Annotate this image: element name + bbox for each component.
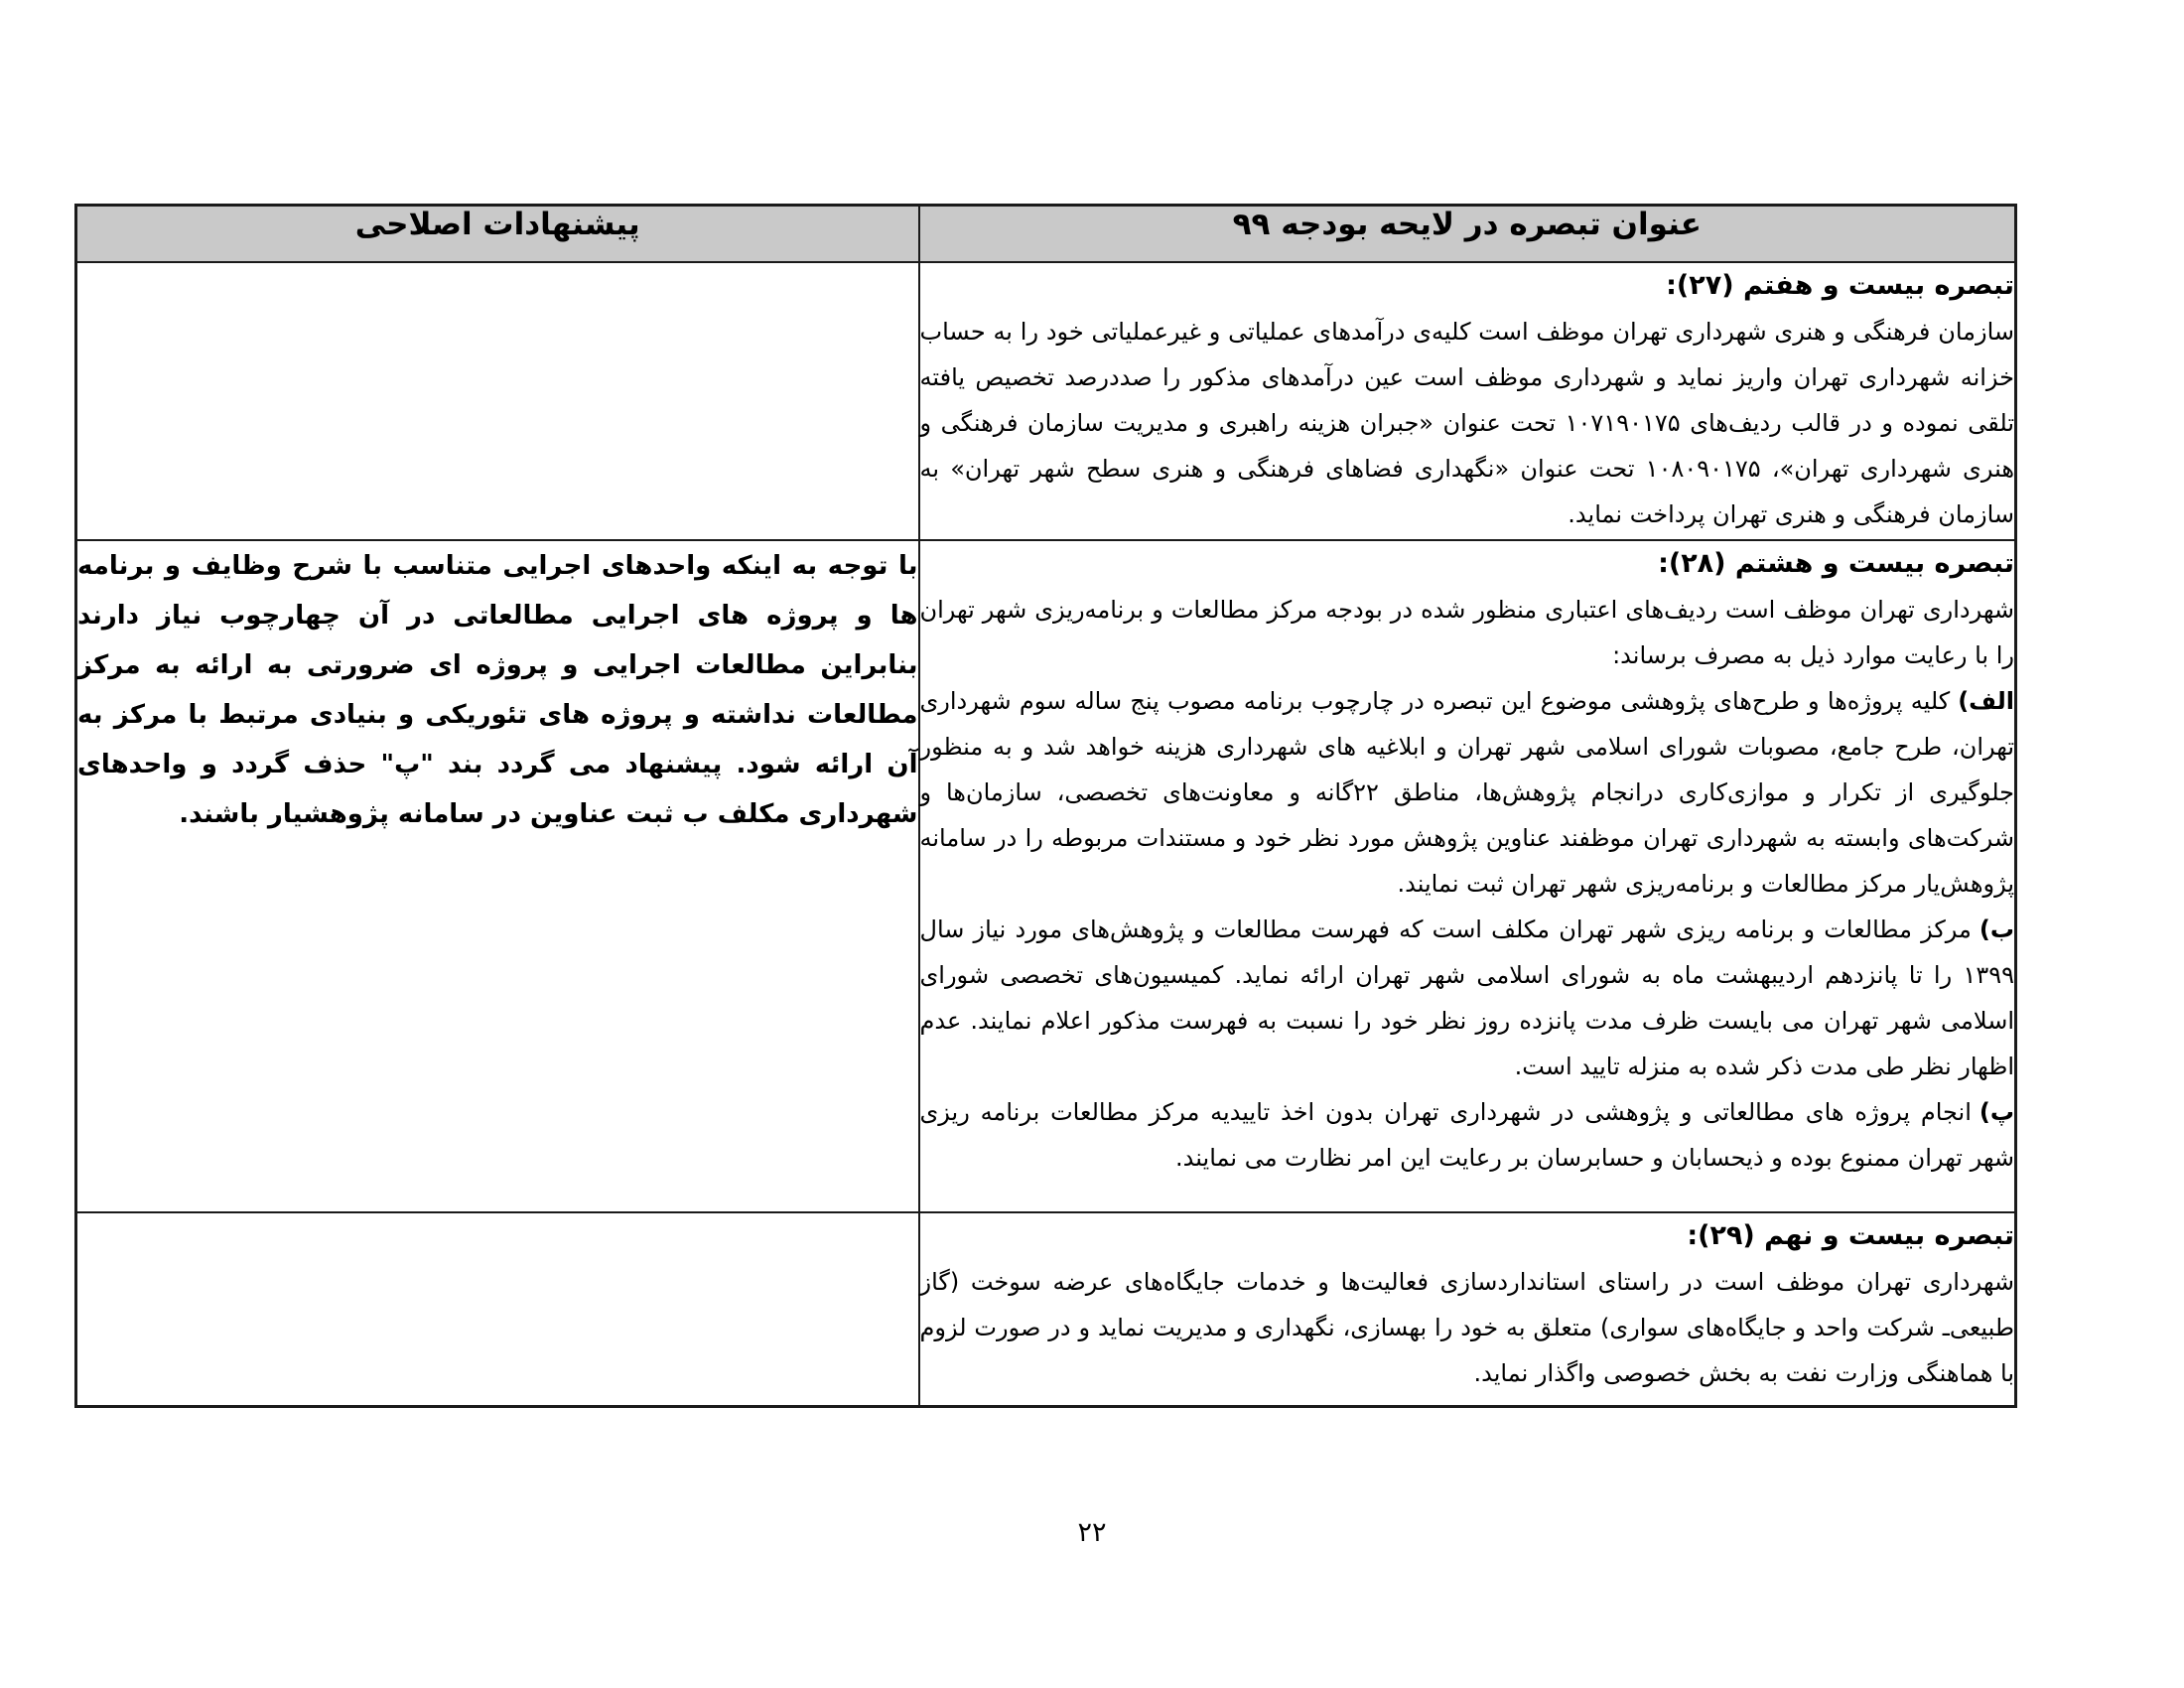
item-be-text: مرکز مطالعات و برنامه ریزی شهر تهران مکلف است که فهرست مطالعات و پژوهش‌های مورد نیاز سال ۱۳۹۹ را تا پانزدهم اردیبهشت ماه به شورای اسلامی شهر تهران ارائه نماید. کمیسیون‌های تخصصی شورای اسلامی شهر تهران می بایست ظرف مدت پانزده روز نظر خود را نسبت به فهرست مذکور اعلام نمایند. عدم اظهار نظر طی مدت ذکر شده به منزله تایید است. bbox=[919, 915, 2014, 1080]
table-row bbox=[76, 540, 2016, 1212]
comparison-table bbox=[74, 204, 2017, 1408]
note-28-item-alef bbox=[920, 678, 2015, 907]
note-28-item-be bbox=[920, 907, 2015, 1089]
note-28-item-pe bbox=[920, 1089, 2015, 1181]
note-28-intro: شهرداری تهران موظف است ردیف‌های اعتباری منظور شده در بودجه مرکز مطالعات و برنامه‌ریزی شهر تهران را با رعایت موارد ذیل به مصرف برساند: bbox=[919, 596, 2014, 669]
table-row bbox=[76, 262, 2016, 540]
table-row bbox=[76, 1212, 2016, 1407]
note-27-body: سازمان فرهنگی و هنری شهرداری تهران موظف است کلیه‌ی درآمدهای عملیاتی و غیرعملیاتی خود را به حساب خزانه شهرداری تهران واریز نماید و شهرداری موظف است عین درآمدهای مذکور را صددرصد تخصیص یافته تلقی نموده و در قالب ردیف‌های ۱۰۷۱۹۰۱۷۵ تحت عنوان «جبران هزینه راهبری و مدیریت سازمان فرهنگی و هنری شهرداری تهران»، ۱۰۸۰۹۰۱۷۵ تحت عنوان «نگهداری فضاهای فرهنگی و هنری سطح شهر تهران» به سازمان فرهنگی و هنری تهران پرداخت نماید. bbox=[919, 318, 2014, 528]
note-28-heading: تبصره بیست و هشتم (۲۸): bbox=[1658, 548, 2014, 579]
item-alef-label: الف) bbox=[1958, 687, 2014, 715]
item-pe-text: انجام پروژه های مطالعاتی و پژوهشی در شهرداری تهران بدون اخذ تاییدیه مرکز مطالعات برنامه ریزی شهر تهران ممنوع بوده و ذیحسابان و حسابرسان بر رعایت این امر نظارت می نمایند. bbox=[919, 1098, 2014, 1172]
note-cell-27 bbox=[919, 262, 2016, 540]
suggestion-cell-29 bbox=[76, 1212, 919, 1407]
note-cell-28 bbox=[919, 540, 2016, 1212]
note-29-body: شهرداری تهران موظف است در راستای استانداردسازی فعالیت‌ها و خدمات جایگاه‌های عرضه سوخت (گاز طبیعی‌ـ شرکت واحد و جایگاه‌های سواری) متعلق به خود را بهسازی، نگهداری و مدیریت نماید و در صورت لزوم با هماهنگی وزارت نفت به بخش خصوصی واگذار نماید. bbox=[919, 1268, 2014, 1387]
note-29-heading: تبصره بیست و نهم (۲۹): bbox=[1687, 1220, 2014, 1251]
header-note-column: عنوان تبصره در لایحه بودجه ۹۹ bbox=[919, 206, 2016, 263]
note-27-heading: تبصره بیست و هفتم (۲۷): bbox=[1666, 270, 2014, 301]
suggestion-cell-27 bbox=[76, 262, 919, 540]
suggestion-cell-28: با توجه به اینکه واحدهای اجرایی متناسب با شرح وظایف و برنامه ها و پروژه های اجرایی مطالعاتی در آن چهارچوب نیاز دارند بنابراین مطالعات اجرایی و پروژه ای ضرورتی به ارائه به مرکز مطالعات نداشته و پروژه های تئوریکی و بنیادی مرتبط با مرکز به آن ارائه شود. پیشنهاد می گردد بند "پ" حذف گردد و واحدهای شهرداری مکلف ب ثبت عناوین در سامانه پژوهشیار باشند. bbox=[76, 540, 919, 1212]
page-number: ۲۲ bbox=[1077, 1517, 1107, 1548]
table-header-row bbox=[76, 206, 2016, 263]
item-pe-label: پ) bbox=[1979, 1098, 2014, 1126]
header-suggestion-column: پیشنهادات اصلاحی bbox=[76, 206, 919, 263]
note-cell-29 bbox=[919, 1212, 2016, 1407]
item-alef-text: کلیه پروژه‌ها و طرح‌های پژوهشی موضوع این تبصره در چارچوب برنامه مصوب پنج ساله سوم شهرداری تهران، طرح جامع، مصوبات شورای اسلامی شهر تهران و ابلاغیه های شهرداری هزینه خواهد شد و به منظور جلوگیری از تکرار و موازی‌کاری درانجام پژوهش‌ها، مناطق ۲۲گانه و معاونت‌های تخصصی، سازمان‌ها و شرکت‌های وابسته به شهرداری تهران موظفند عناوین پژوهش مورد نظر خود و مستندات مربوطه را در سامانه پژوهش‌یار مرکز مطالعات و برنامه‌ریزی شهر تهران ثبت نمایند. bbox=[919, 687, 2014, 898]
item-be-label: ب) bbox=[1979, 915, 2014, 943]
